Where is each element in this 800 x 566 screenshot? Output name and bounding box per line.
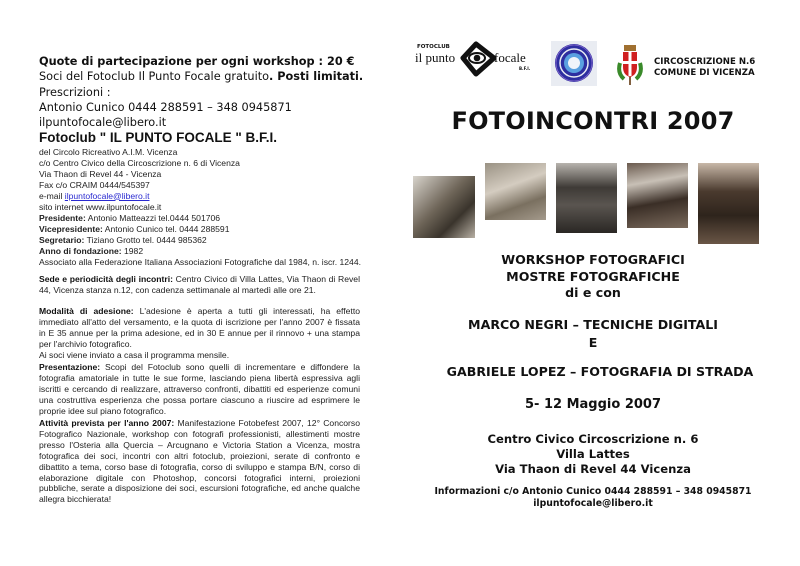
club-info-line: c/o Centro Civico della Circoscrizione n. 6 di Vicenza (39, 157, 240, 168)
attivita-label: Attività prevista per l'anno 2007: (39, 418, 175, 428)
logo-small-text: FOTOCLUB (417, 44, 450, 50)
club-info-line: del Circolo Ricreativo A.I.M. Vicenza (39, 147, 178, 157)
sede-paragraph (39, 274, 360, 296)
club-info-line: Fax c/o CRAIM 0444/545397 (39, 179, 150, 190)
club-info (39, 147, 399, 212)
email-link[interactable]: ilpuntofocale@libero.it (64, 190, 150, 201)
event-date: 5- 12 Maggio 2007 (525, 397, 661, 412)
presentazione-text: Scopi del Fotoclub sono quelli di incrementare e diffondere la fotografia amatoriale in tutte le sue forme, lasciando piena libertà espressiva agli iscritti e cercando di realizzare, attraverso confronti, dibattiti ed esperienze comuni una costruttiva esperienza che possa portare ciascuno a riuscire ad esprimere le proprie idee sul piano fotografico. (39, 362, 360, 416)
officer-value: 1982 (121, 245, 144, 256)
logo-left-text: il punto (415, 50, 456, 65)
modalita-label: Modalità di adesione: (39, 306, 134, 316)
members-free-text: Soci del Fotoclub Il Punto Focale gratuito (39, 70, 270, 84)
vicenza-crest-logo (614, 43, 646, 87)
venue-line: Via Thaon di Revel 44 Vicenza (495, 462, 691, 476)
officer-value: Antonio Matteazzi tel.0444 501706 (85, 213, 221, 223)
circoscrizione-label (654, 57, 755, 78)
presentazione-label: Presentazione: (39, 362, 101, 372)
officers-block (39, 213, 399, 268)
officer-label: Presidente: (39, 213, 86, 223)
officer-value: Tiziano Grotto tel. 0444 985362 (84, 234, 207, 245)
registration-email: ilpuntofocale@libero.it (39, 116, 167, 130)
officer-label: Vicepresidente: (39, 223, 103, 234)
registration-label: Prescrizioni : (39, 85, 111, 99)
officer-label: Segretario: (39, 234, 85, 245)
photo-4 (627, 163, 688, 228)
sede-text: Centro Civico di Villa Lattes, Via Thaon di Revel 44, Vicenza stanza n.12, con cadenza settimanale al martedì alle ore 21. (39, 274, 360, 295)
workshop-line: MOSTRE FOTOGRAFICHE (506, 268, 680, 284)
modalita-text: L'adesione è aperta a tutti gli interessati, ha effetto immediato all'atto del versamento, e la quota di iscrizione per l'anno 2007 è fissata in E 35 annue per la prima adesione, ed in 30 E annue per il rinnovo + una stampa per l'archivio fotografico. (39, 306, 361, 349)
sede-label: Sede e periodicità degli incontri: (39, 274, 173, 284)
photo-5 (698, 163, 759, 244)
workshop-heading (400, 252, 786, 302)
comune-line: COMUNE DI VICENZA (654, 67, 755, 78)
attivita-paragraph (39, 418, 360, 505)
modalita-paragraph (39, 306, 360, 361)
workshop-line: WORKSHOP FOTOGRAFICI (501, 252, 685, 267)
workshop-fee-block (39, 54, 399, 130)
venue-line: Centro Civico Circoscrizione n. 6 (487, 432, 699, 446)
association-text: Associato alla Federazione Italiana Associazioni Fotografiche dal 1984, n. iscr. 1244. (39, 256, 361, 267)
photo-3 (556, 163, 617, 233)
attivita-text: Manifestazione Fotobefest 2007, 12° Concorso Fotografico Nazionale, workshop con fotografi professionisti, allestimenti mostre presso l'Osteria alla Quercia – Arcugnano e Victoria Station a Vicenza, mostra fotografica dei soci, incontri con altri fotoclub, proiezioni, serate di confronto e dibattito a tema, corso base di fotografia, corso di sviluppo e stampa B/N, corso di elaborazione digitale con Photoshop, concorsi fotografici interni, proiezioni pubbliche, serate a disposizione dei soci, escursioni fotografiche, ed anche qualche allegra bicchierata! (39, 418, 360, 505)
marco-negri-line: MARCO NEGRI – TECNICHE DIGITALI (468, 317, 718, 332)
venue-line: Villa Lattes (556, 447, 630, 461)
logo-sub-text: B.F.I. (519, 66, 531, 71)
info-block (400, 486, 786, 510)
venue-block (400, 432, 786, 477)
circoscrizione-line: CIRCOSCRIZIONE N.6 (654, 57, 756, 67)
presentazione-paragraph (39, 362, 360, 417)
fiaf-logo (551, 41, 597, 86)
limited-seats-text: . Posti limitati. (269, 70, 364, 84)
and-line: E (588, 335, 598, 350)
eye-logo-icon (463, 44, 494, 74)
registration-contact: Antonio Cunico 0444 288591 – 348 0945871 (39, 100, 292, 114)
fee-title: Quote di partecipazione per ogni workshop : 20 € (39, 55, 355, 68)
photo-1 (413, 176, 475, 238)
website-text: sito internet www.ilpuntofocale.it (39, 201, 162, 212)
info-contact: Informazioni c/o Antonio Cunico 0444 288591 – 348 0945871 (434, 486, 752, 497)
modalita-extra: Ai soci viene inviato a casa il programma mensile. (39, 349, 230, 360)
photo-2 (485, 163, 546, 220)
gabriele-lopez-line: GABRIELE LOPEZ – FOTOGRAFIA DI STRADA (446, 364, 754, 379)
email-label: e-mail (39, 190, 65, 201)
logo-right-text: focale (494, 50, 526, 65)
officer-label: Anno di fondazione: (39, 245, 122, 256)
info-email: ilpuntofocale@libero.it (533, 498, 653, 510)
workshop-line: di e con (565, 285, 621, 300)
fotoclub-logo (414, 40, 540, 80)
officer-value: Antonio Cunico tel. 0444 288591 (102, 223, 230, 234)
club-title: Fotoclub " IL PUNTO FOCALE " B.F.I. (39, 130, 278, 145)
club-info-line: Via Thaon di Revel 44 - Vicenza (39, 168, 162, 179)
page-title: FOTOINCONTRI 2007 (451, 107, 735, 135)
